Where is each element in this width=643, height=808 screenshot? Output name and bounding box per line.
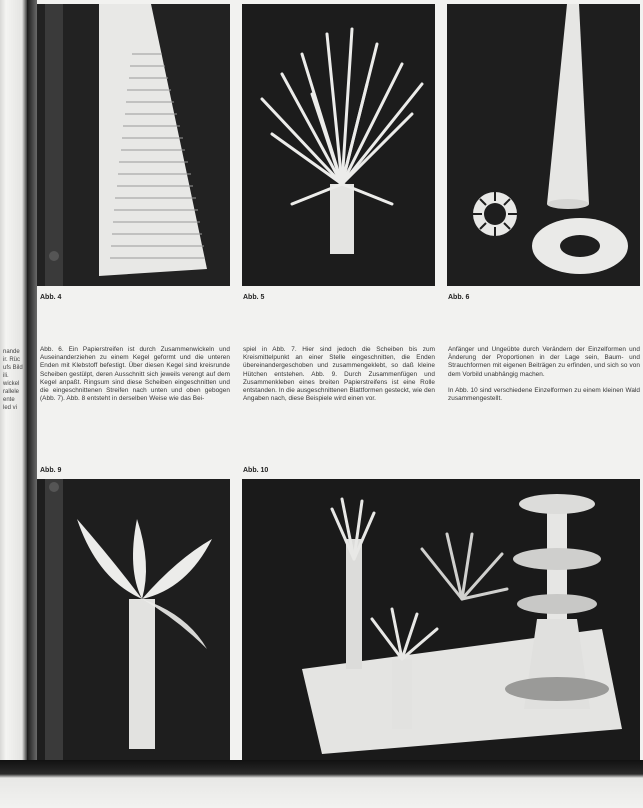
bottom-scan-strip: [0, 760, 643, 808]
caption-abb4: Abb. 4: [40, 294, 62, 301]
caption-abb6: Abb. 6: [448, 294, 470, 301]
left-edge-text-fragments: [3, 348, 29, 412]
photo-abb10-paper-forest: [242, 479, 640, 760]
left-edge-fragment: wickel: [3, 381, 20, 387]
photo-abb4-paper-cone-strips: [37, 4, 230, 286]
left-edge-fragment: led vi: [3, 405, 18, 411]
text-column-right: Anfänger und Ungeübte durch Verändern der Einzelformen und Änderung der Proportionen in der Lage sein, Baum- und Strauchformen mit eigenen Beiträgen zu erfinden, und sich so von dem Vorbild unabhängig machen. In Abb. 10 sind verschiedene Einzelformen zu einem kleinen Wald zusammengestellt.: [448, 346, 640, 403]
left-edge-fragment: ili.: [3, 373, 9, 379]
left-edge-fragment: ir. Rüc: [3, 357, 21, 363]
caption-abb10: Abb. 10: [243, 467, 269, 474]
text-column-middle: spiel in Abb. 7. Hier sind jedoch die Scheiben bis zum Kreismittelpunkt an einer Stelle eingeschnitten, die Enden übereinandergeschoben und zusammengeklebt, so daß kleine Hütchen entstehen. Abb. 9. Durch Zusammenfügen und Zusammenkleben eines breiten Papierstreifens ist eine Rolle entstanden. In die ausgeschnittenen Blattformen gesteckt, wie den Angaben nach, diese Beispiele wird einen vor.: [243, 346, 435, 403]
caption-abb5: Abb. 5: [243, 294, 265, 301]
left-edge-fragment: rallele: [3, 389, 20, 395]
left-edge-fragment: nande: [3, 349, 20, 355]
photo-abb9-palm-tree: [37, 479, 230, 760]
text-column-left: Abb. 6. Ein Papierstreifen ist durch Zusammenwickeln und Auseinanderziehen zu einem Kegel geformt und die unteren Enden mit Klebstoff befestigt. Über diesen Kegel sind kreisrunde Scheiben gestülpt, deren Ausschnitt sich jeweils verengt auf dem Kegel anpaßt. Ringsum sind diese Scheiben eingeschnitten und die eingeschnittenen Streifen nach unten und oben gebogen (Abb. 7). Abb. 8 entsteht in derselben Weise wie das Bei-: [40, 346, 230, 403]
photo-abb6-cone-and-discs: [447, 4, 640, 286]
photo-abb5-paper-tree: [242, 4, 435, 286]
caption-abb9: Abb. 9: [40, 467, 62, 474]
left-edge-fragment: ufs Bild: [3, 365, 23, 371]
left-edge-fragment: ente: [3, 397, 15, 403]
